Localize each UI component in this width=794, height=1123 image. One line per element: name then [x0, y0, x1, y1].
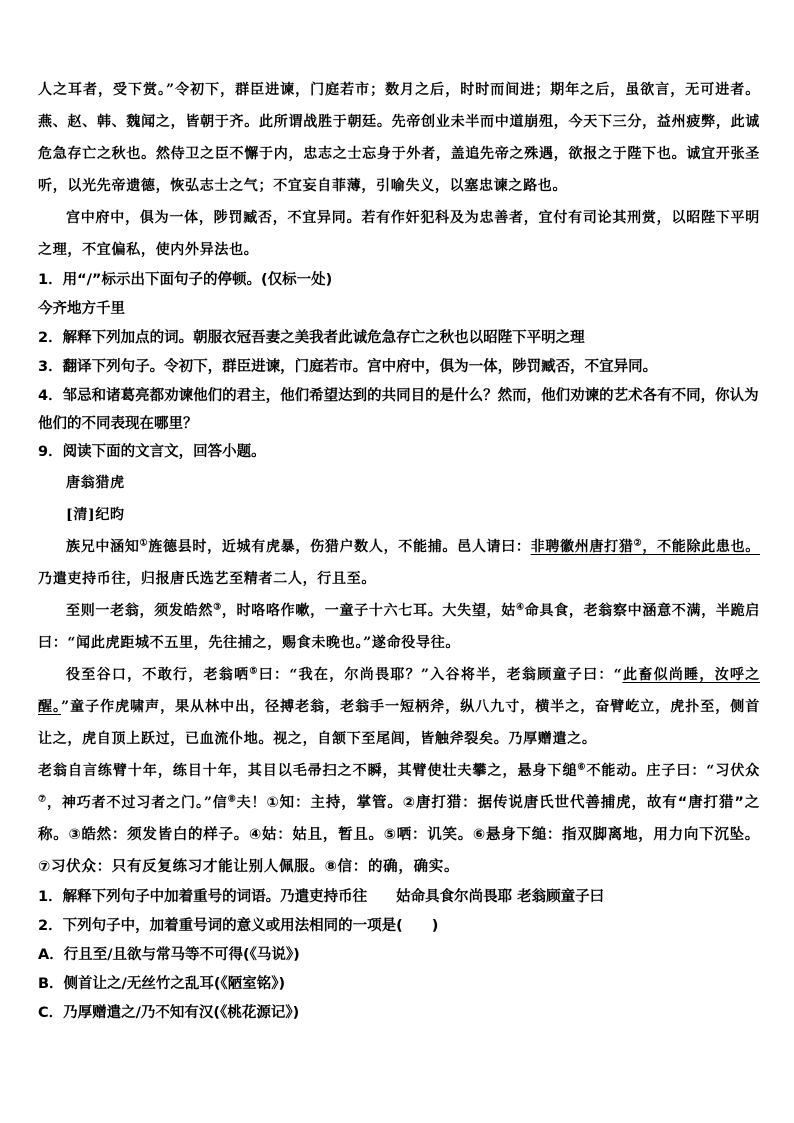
- option-b: B．侧首让之/无丝竹之乱耳(《陋室铭》): [38, 976, 286, 992]
- annotations: ①知：主持，掌管。②唐打猎：据传说唐氏世代善捕虎，故有“唐打猎”之称。③皓然：须发皆白的样子。④姑：姑且，暂且。⑤哂：讥笑。⑥悬身下缒：指双脚离地，用力向下沉坠。⑦习伏众：只有反复练习才能让别人佩服。⑧信：的确，确实。: [38, 795, 760, 875]
- passage-paragraph: 人之耳者，受下赏。”令初下，群臣进谏，门庭若市；数月之后，时时而间进；期年之后，虽欲言，无可进者。燕、赵、韩、魏闻之，皆朝于齐。此所谓战胜于朝廷。先帝创业未半而中道崩殂，今天下三分，益州疲弊，此诚危急存亡之秋也。然侍卫之臣不懈于内，忠志之士忘身于外者，盖追先帝之殊遇，欲报之于陛下也。诚宜开张圣听，以光先帝遗德，恢弘志士之气；不宜妄自菲薄，引喻失义，以塞忠谏之路也。: [38, 82, 760, 194]
- underlined-sentence: 非聘徽州唐打猎②，不能除此患也。: [530, 538, 760, 555]
- passage-paragraph: 役至谷口，不敢行，老翁哂⑤曰：“我在，尔尚畏耶？”入谷将半，老翁顾童子曰：“此畜似尚睡，汝呼之醒。”童子作虎啸声，果从林中出，径搏老翁，老翁手一短柄斧，纵八九寸，横半之，奋臂屹立，虎扑至，侧首让之，虎自顶上跃过，已血流仆地。视之，自颔下至尾闾，皆触斧裂矣。乃厚赠遣之。: [38, 666, 760, 747]
- underlined-sentence: 此畜似尚睡，汝呼之醒。: [38, 667, 760, 715]
- question-2-2: 2．下列句子中，加着重号词的意义或用法相同的一项是( ): [38, 918, 439, 934]
- question-2: 2．解释下列加点的词。朝服衣冠吾妻之美我者此诚危急存亡之秋也以昭陛下平明之理: [38, 330, 585, 346]
- document-content: [38, 74, 760, 1028]
- passage-paragraph: 老翁自言练臂十年，练目十年，其目以毛帚扫之不瞬，其臂使壮夫攀之，悬身下缒⑥不能动。庄子曰：“习伏众⑦，神巧者不过习者之门。”信⑧夫！①知：主持，掌管。②唐打猎：据传说唐氏世代善捕虎，故有“唐打猎”之称。③皓然：须发皆白的样子。④姑：姑且，暂且。⑤哂：讥笑。⑥悬身下缒：指双脚离地，用力向下沉坠。⑦习伏众：只有反复练习才能让别人佩服。⑧信：的确，确实。: [38, 762, 760, 875]
- passage-paragraph: 族兄中涵知①旌德县时，近城有虎暴，伤猎户数人，不能捕。邑人请曰：非聘徽州唐打猎②，不能除此患也。乃遣吏持币往，归报唐氏选艺至精者二人，行且至。: [38, 538, 760, 587]
- question-3: 3．翻译下列句子。令初下，群臣进谏，门庭若市。宫中府中，俱为一体，陟罚臧否，不宜异同。: [38, 359, 658, 375]
- option-a: A．行且至/且欲与常马等不可得(《马说》): [38, 947, 300, 963]
- passage-author: [清]纪昀: [66, 507, 125, 523]
- passage-title: 唐翁猎虎: [66, 475, 125, 491]
- question-4: 4．邹忌和诸葛亮都劝谏他们的君主，他们希望达到的共同目的是什么？然而，他们劝谏的艺术各有不同，你认为他们的不同表现在哪里？: [38, 388, 759, 432]
- option-c: C．乃厚赠遣之/乃不知有汉(《桃花源记》): [38, 1005, 300, 1021]
- passage-paragraph: 宫中府中，俱为一体，陟罚臧否，不宜异同。若有作奸犯科及为忠善者，宜付有司论其刑赏，以昭陛下平明之理，不宜偏私，使内外异法也。: [38, 210, 760, 258]
- question-1-sentence: 今齐地方千里: [38, 301, 125, 317]
- question-1: 1．用“/”标示出下面句子的停顿。(仅标一处): [38, 272, 333, 288]
- section-heading: 9．阅读下面的文言文，回答小题。: [38, 444, 266, 460]
- question-2-1: 1．解释下列句子中加着重号的词语。乃遣吏持币往 姑命具食尔尚畏耶 老翁顾童子曰: [38, 889, 605, 905]
- passage-paragraph: 至则一老翁，须发皓然③，时咯咯作嗽，一童子十六七耳。大失望，姑④命具食，老翁察中涵意不满，半跪启曰：“闻此虎距城不五里，先往捕之，赐食未晚也。”遂命役导往。: [38, 602, 761, 651]
